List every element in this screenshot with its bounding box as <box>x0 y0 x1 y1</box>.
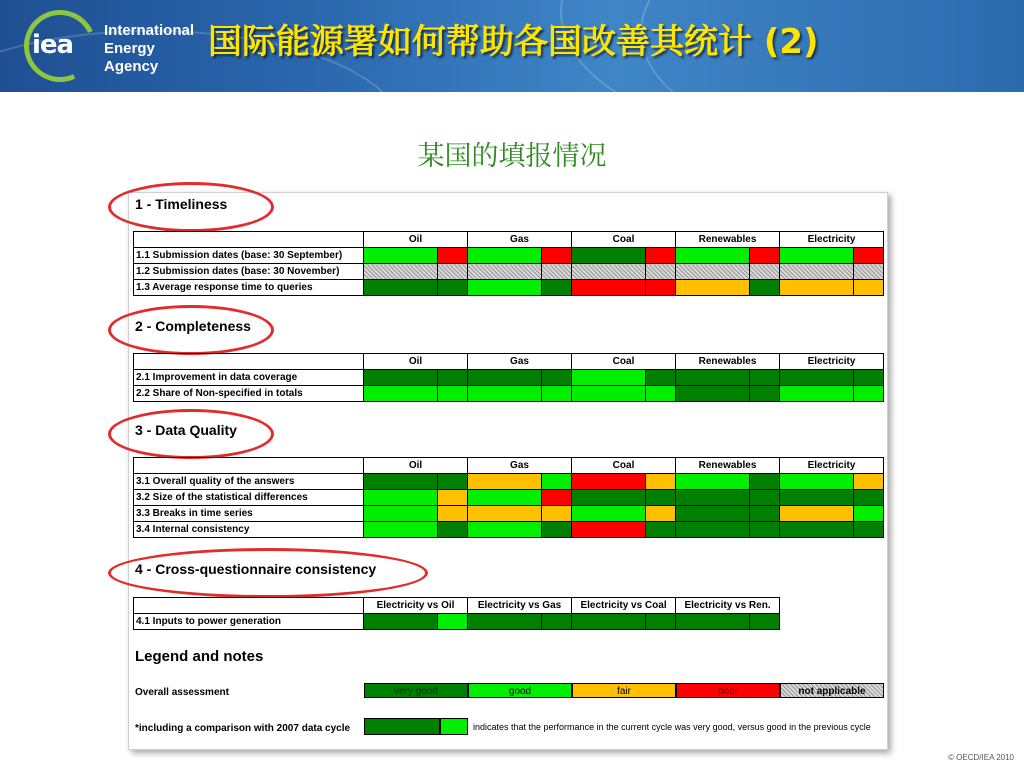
rating-cell <box>438 522 468 538</box>
rating-cell <box>780 490 854 506</box>
rating-cell <box>438 370 468 386</box>
rating-cell <box>542 386 572 402</box>
rating-cell <box>854 280 884 296</box>
rating-cell <box>572 506 646 522</box>
rating-cell <box>572 474 646 490</box>
note-swatch-very-good <box>364 718 440 735</box>
rating-cell <box>750 280 780 296</box>
logo-mark: iea <box>32 30 74 60</box>
rating-cell <box>438 614 468 630</box>
legend-swatch-very-good: very good <box>364 683 468 698</box>
rating-cell <box>750 474 780 490</box>
rating-cell <box>468 248 542 264</box>
logo-line-2: Energy Agency <box>104 40 159 75</box>
rating-cell <box>572 614 646 630</box>
rating-cell <box>364 522 438 538</box>
rating-cell <box>542 370 572 386</box>
rating-cell <box>572 370 646 386</box>
rating-cell <box>780 370 854 386</box>
rating-cell <box>364 614 438 630</box>
rating-cell <box>438 490 468 506</box>
rating-cell <box>364 490 438 506</box>
column-header: Electricity <box>780 458 884 474</box>
rating-cell <box>780 280 854 296</box>
row-label: 1.3 Average response time to queries <box>134 280 364 296</box>
rating-cell <box>750 506 780 522</box>
rating-cell <box>676 370 750 386</box>
legend-title: Legend and notes <box>135 648 264 665</box>
rating-cell <box>572 280 646 296</box>
column-header: Renewables <box>676 232 780 248</box>
rating-cell <box>676 264 750 280</box>
rating-cell <box>780 522 854 538</box>
rating-cell <box>854 248 884 264</box>
rating-cell <box>676 490 750 506</box>
rating-cell <box>854 522 884 538</box>
rating-cell <box>468 490 542 506</box>
rating-cell <box>750 522 780 538</box>
section-title-data-quality: 3 - Data Quality <box>135 422 237 438</box>
copyright: © OECD/IEA 2010 <box>948 753 1014 762</box>
table-row <box>134 264 884 280</box>
rating-cell <box>780 248 854 264</box>
table-row <box>134 386 884 402</box>
section-title-cross-consistency: 4 - Cross-questionnaire consistency <box>135 561 377 577</box>
rating-cell <box>646 264 676 280</box>
rating-cell <box>468 370 542 386</box>
table-completeness <box>133 353 884 402</box>
rating-cell <box>676 474 750 490</box>
rating-cell <box>542 506 572 522</box>
section-title-timeliness: 1 - Timeliness <box>135 196 228 212</box>
rating-cell <box>854 386 884 402</box>
row-label: 1.2 Submission dates (base: 30 November) <box>134 264 364 280</box>
rating-cell <box>676 614 750 630</box>
rating-cell <box>468 614 542 630</box>
slide-subtitle: 某国的填报情况 <box>417 141 607 172</box>
rating-cell <box>542 474 572 490</box>
rating-cell <box>468 506 542 522</box>
rating-cell <box>542 248 572 264</box>
header-blank-cell <box>134 598 364 614</box>
rating-cell <box>676 506 750 522</box>
rating-cell <box>780 386 854 402</box>
legend-swatch-fair: fair <box>572 683 676 698</box>
rating-cell <box>780 474 854 490</box>
column-header: Coal <box>572 458 676 474</box>
column-header: Gas <box>468 458 572 474</box>
logo-agency-name <box>104 22 200 76</box>
rating-cell <box>438 248 468 264</box>
column-header: Electricity vs Ren. <box>676 598 780 614</box>
legend-swatch-poor: poor <box>676 683 780 698</box>
rating-cell <box>646 248 676 264</box>
column-header: Oil <box>364 232 468 248</box>
column-header: Renewables <box>676 458 780 474</box>
iea-logo <box>20 8 200 84</box>
table-row <box>134 614 780 630</box>
rating-cell <box>780 506 854 522</box>
header-banner <box>0 0 1024 92</box>
rating-cell <box>364 506 438 522</box>
table-header-row <box>134 232 884 248</box>
rating-cell <box>646 614 676 630</box>
rating-cell <box>646 490 676 506</box>
rating-cell <box>676 280 750 296</box>
rating-cell <box>468 264 542 280</box>
rating-cell <box>364 474 438 490</box>
table-row <box>134 474 884 490</box>
note-text: indicates that the performance in the current cycle was very good, versus good in the previous cycle <box>473 722 871 732</box>
rating-cell <box>750 370 780 386</box>
column-header: Electricity <box>780 354 884 370</box>
column-header: Renewables <box>676 354 780 370</box>
table-header-row <box>134 354 884 370</box>
logo-line-1: International <box>104 22 195 39</box>
rating-cell <box>646 370 676 386</box>
rating-cell <box>854 506 884 522</box>
rating-cell <box>646 386 676 402</box>
section-title-completeness: 2 - Completeness <box>135 318 251 334</box>
legend-swatch-not-applicable: not applicable <box>780 683 884 698</box>
column-header: Electricity vs Oil <box>364 598 468 614</box>
column-header: Gas <box>468 232 572 248</box>
row-label: 3.1 Overall quality of the answers <box>134 474 364 490</box>
column-header: Coal <box>572 354 676 370</box>
column-header: Oil <box>364 458 468 474</box>
overall-assessment-label: Overall assessment <box>135 687 229 698</box>
header-blank-cell <box>134 232 364 248</box>
rating-cell <box>468 280 542 296</box>
table-header-row <box>134 598 780 614</box>
row-label: 3.2 Size of the statistical differences <box>134 490 364 506</box>
table-header-row <box>134 458 884 474</box>
note-swatch-good <box>440 718 468 735</box>
header-blank-cell <box>134 354 364 370</box>
rating-cell <box>646 522 676 538</box>
rating-cell <box>676 522 750 538</box>
rating-cell <box>854 490 884 506</box>
rating-cell <box>646 474 676 490</box>
rating-cell <box>750 264 780 280</box>
row-label: 1.1 Submission dates (base: 30 September) <box>134 248 364 264</box>
rating-cell <box>438 506 468 522</box>
row-label: 2.2 Share of Non-specified in totals <box>134 386 364 402</box>
rating-cell <box>438 280 468 296</box>
rating-cell <box>438 264 468 280</box>
rating-cell <box>646 280 676 296</box>
rating-cell <box>780 264 854 280</box>
rating-cell <box>468 386 542 402</box>
rating-cell <box>468 474 542 490</box>
column-header: Electricity <box>780 232 884 248</box>
table-row <box>134 490 884 506</box>
rating-cell <box>364 280 438 296</box>
rating-cell <box>438 386 468 402</box>
column-header: Electricity vs Gas <box>468 598 572 614</box>
rating-cell <box>364 386 438 402</box>
table-row <box>134 280 884 296</box>
rating-cell <box>542 490 572 506</box>
rating-cell <box>572 386 646 402</box>
rating-cell <box>542 264 572 280</box>
highlight-oval-timeliness <box>108 182 274 232</box>
legend-swatch-good: good <box>468 683 572 698</box>
column-header: Oil <box>364 354 468 370</box>
rating-cell <box>542 614 572 630</box>
rating-cell <box>572 522 646 538</box>
row-label: 4.1 Inputs to power generation <box>134 614 364 630</box>
rating-cell <box>572 248 646 264</box>
rating-cell <box>438 474 468 490</box>
column-header: Coal <box>572 232 676 248</box>
rating-cell <box>572 490 646 506</box>
rating-cell <box>676 386 750 402</box>
rating-cell <box>750 614 780 630</box>
rating-cell <box>750 490 780 506</box>
table-row <box>134 370 884 386</box>
row-label: 2.1 Improvement in data coverage <box>134 370 364 386</box>
rating-cell <box>676 248 750 264</box>
table-data-quality <box>133 457 884 538</box>
table-row <box>134 506 884 522</box>
rating-cell <box>364 264 438 280</box>
row-label: 3.4 Internal consistency <box>134 522 364 538</box>
rating-cell <box>854 474 884 490</box>
rating-cell <box>468 522 542 538</box>
column-header: Electricity vs Coal <box>572 598 676 614</box>
rating-cell <box>646 506 676 522</box>
highlight-oval-data-quality <box>108 409 274 459</box>
rating-cell <box>364 248 438 264</box>
row-label: 3.3 Breaks in time series <box>134 506 364 522</box>
table-cross-consistency <box>133 597 780 630</box>
rating-cell <box>542 280 572 296</box>
table-row <box>134 522 884 538</box>
rating-cell <box>542 522 572 538</box>
highlight-oval-cross-consistency <box>108 548 428 598</box>
rating-cell <box>854 264 884 280</box>
table-timeliness <box>133 231 884 296</box>
rating-cell <box>750 248 780 264</box>
rating-cell <box>854 370 884 386</box>
table-row <box>134 248 884 264</box>
note-label: *including a comparison with 2007 data cycle <box>135 723 351 734</box>
rating-cell <box>572 264 646 280</box>
rating-cell <box>750 386 780 402</box>
header-blank-cell <box>134 458 364 474</box>
slide-title: 国际能源署如何帮助各国改善其统计 (2) <box>208 22 819 62</box>
column-header: Gas <box>468 354 572 370</box>
rating-cell <box>364 370 438 386</box>
highlight-oval-completeness <box>108 305 274 355</box>
